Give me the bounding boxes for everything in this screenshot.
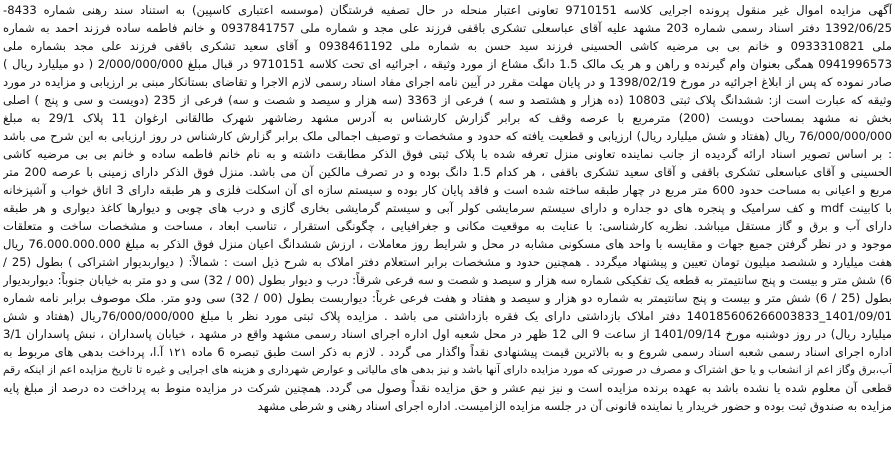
notice-line-22: قطعی آن معلوم شده یا نشده باشد به عهده برنده مزایده است و نیز نیم عشر و حق مزایده نقداً وصول می گردد. همچنین شرکت در مزایده منوط به پرداخت ده درصد از مبلغ پایه (3, 381, 892, 395)
notice-line-10: الحسینی و آقای عباسعلی تشکری باقفی و آقای سعید تشکری باقفی ، هر کدام 1.5 دانگ بوده و در تصرف مالکین آن می باشد. منزل فوق الذکر دارای زمینی با عرصه 200 متر (3, 165, 892, 179)
notice-line-23: مزایده به صندوق ثبت بوده و حضور خریدار یا نماینده قانونی آن در جلسه مزایده الزامیست. اداره اجرای اسناد رهنی و شرطی مشهد (257, 399, 892, 413)
notice-line-15: هفت میلیارد و ششصد میلیون تومان تعیین و پیشنهاد میگردد . همچنین حدود و مشخصات برابر استعلام دفتر املاک به شرح ذیل است : شمالاً: ( دیواربدیوار اشتراکی ) بطول (25 / (3, 255, 892, 269)
notice-line-11: مربع و اعیانی به مساحت حدود 600 متر مربع در چهار طبقه ساخته شده است و فاقد پایان کار بوده و سیستم سازه ای آن اسکلت فلزی و هر طبقه دارای 3 اتاق خواب و آشپزخانه (3, 183, 892, 197)
notice-line-14: موجود و در نظر گرفتن جمیع جهات و مقایسه با واحد های مسکونی مشابه در محل و شرایط روز معاملات ، ارزش ششدانگ اعیان منزل فوق الذکر به مبلغ 76.000.000.000 ریال (3, 237, 892, 251)
notice-line-9: : بر اساس تصویر اسناد ارائه گردیده از جانب نماینده تعاونی منزل تعرفه شده با پلاک ثبتی فوق الذکر مطابقت داشته و به نام خانم فاطمه ساده و خانم بی بی مرضیه کاشی (3, 147, 892, 161)
notice-line-21: آب،برق وگاز اعم از انشعاب و یا حق اشتراک و مصرف در صورتی که مورد مزایده دارای آنها باشد و نیز بدهی های مالیاتی و عوارض شهرداری و هزینه های اجرایی و غیره تا تاریخ مزایده اعم از اینکه رقم (3, 364, 892, 376)
notice-line-18: 1401/09/01_140185606266003833 دفتر املاک بازداشتی دارای یک فقره بازداشتی می باشد . مزایده پلاک ثبتی مورد نظر با مبلغ 76/000/000/000ریال (هفتاد و شش (3, 309, 892, 323)
notice-line-6: وثیقه که عبارت است از: ششدانگ پلاک ثبتی 10803 (ده هزار و هشتصد و سه ) فرعی از 3363 (سه هزار و سیصد و شصت و سه) فرعی از 235 (دویست و سی و پنج ) اصلی (3, 93, 892, 107)
auction-notice-text (3, 1, 892, 469)
notice-line-19: میلیارد ریال) در روز دوشنبه مورخ 1401/09/14 از ساعت 9 الی 12 ظهر در محل شعبه اول اداره اجرای اسناد رسمی مشهد واقع در مشهد ، خیابان پاسداران ، نبش پاسداران 3/1 (3, 327, 892, 341)
notice-line-8: 76/000/000/000 ریال (هفتاد و شش میلیارد ریال) ارزیابی و قطعیت یافته که حدود و مشخصات و توصیف اجمالی ملک برابر گزارش کارشناس در روز ارزیابی به این شرح می باشد (3, 129, 892, 143)
notice-line-17: بطول (25 / 6) شش متر و بیست و پنج سانتیمتر به شماره دو هزار و سیصد و هفتاد و هفت فرعی غرباً: دیواربست بطول (00 / 32) سی ودو متر. ملک موصوف برابر نامه شماره (3, 291, 892, 305)
notice-line-2: 1392/06/25 دفتر اسناد رسمی شماره 203 مشهد علیه آقای عباسعلی تشکری باقفی فرزند علی مجد و شماره ملی 0937841757 و خانم فاطمه ساده فرزند احمد به شماره (3, 21, 892, 35)
notice-line-1: آگهی مزایده اموال غیر منقول پرونده اجرایی کلاسه 9710151 تعاونی اعتبار منحله در حال تصفیه فرشتگان (موسسه اعتباری کاسپین) به استناد سند رهنی شماره 8433- (3, 3, 892, 17)
notice-line-13: دارای آب و برق و گاز مستقل میباشد. نظریه کارشناسی: با عنایت به موقعیت مکانی و جغرافیایی ، چگونگی استقرار ، تناسب ابعاد ، مساحت و مشخصات ساخت و متعلقات (3, 219, 892, 233)
notice-line-3: ملی 0933310821 و خانم بی بی مرضیه کاشی الحسینی فرزند سید حسن به شماره ملی 0938461192 و آقای سعید تشکری باقفی فرزند علی مجد بشماره ملی (3, 39, 892, 53)
notice-line-5: صادر نموده که پس از ابلاغ اجرائیه در مورخ 1398/02/19 و در پایان مهلت مقرر در آیین نامه اجرای مفاد اسناد رسمی لازم الاجرا و تقاضای بستانکار مبنی بر ارزیابی و مزایده در مورد (3, 75, 892, 89)
notice-line-20: اداره اجرای اسناد رسمی شعبه اسناد رسمی شروع و به بالاترین قیمت پیشنهادی نقداً واگذار می گردد . لازم به ذکر است طبق تبصره 6 ماده ۱۲۱ آ.ا، پرداخت بدهی های مربوط به (3, 345, 892, 359)
notice-line-12: با کابینت mdf و کف سرامیک و پنجره های دو جداره و دارای سیستم سرمایشی کولر آبی و سیستم گرمایشی بخاری گازی و درب های چوبی و دیوارها کاغذ دیواری و هر طبقه (3, 201, 892, 215)
notice-line-16: 6) شش متر و بیست و پنج سانتیمتر به قطعه یک تفکیکی شماره سه هزار و سیصد و شصت و سه فرعی شرقاً: درب و دیوار بطول (00 / 32) سی و دو متر به خیابان جنوباً: دیواربدیوار (3, 273, 892, 287)
notice-line-4: 0941996573 همگی بعنوان وام گیرنده و راهن و هر یک مالک 1.5 دانگ مشاع از مورد وثیقه ، اجرائیه ای تحت کلاسه 9710151 در قبال مبلغ 2/000/000/000 ( دو میلیارد ریال ) (3, 57, 892, 71)
notice-line-7: بخش نه مشهد بمساحت دویست (200) مترمربع با عرصه وقف که برابر گزارش کارشناس به آدرس مشهد رضاشهر شهرک طالقانی ارغوان 11 پلاک 29/1 به مبلغ (3, 111, 892, 125)
